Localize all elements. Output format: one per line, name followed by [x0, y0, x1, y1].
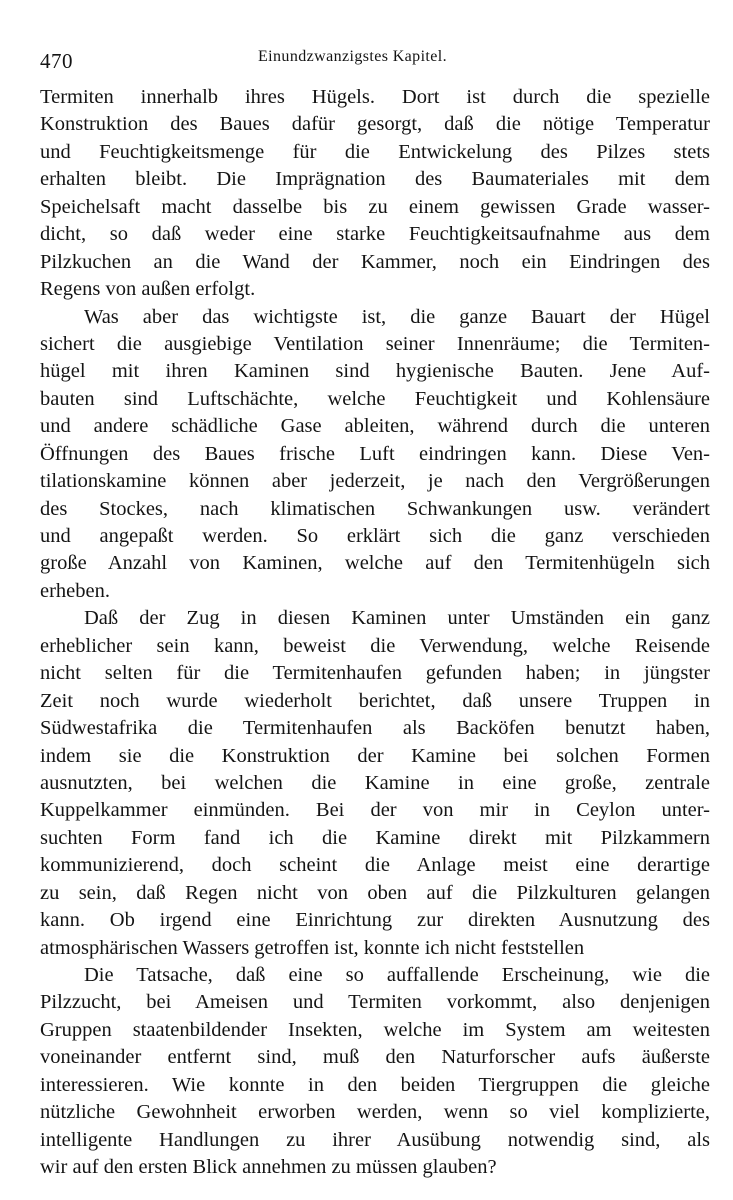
- text-line: atmosphärischen Wassers getroffen ist, konnte ich nicht feststellen: [40, 936, 585, 959]
- text-line: dicht, so daß weder eine starke Feuchtigkeitsaufnahme aus dem: [40, 223, 710, 246]
- text-line: kann. Ob irgend eine Einrichtung zur direkten Ausnutzung des: [40, 909, 710, 932]
- text-line: Was aber das wichtigste ist, die ganze Bauart der Hügel: [84, 305, 710, 328]
- text-line: Daß der Zug in diesen Kaminen unter Umständen ein ganz: [84, 607, 710, 630]
- text-line: und andere schädliche Gase ableiten, während durch die unteren: [40, 415, 710, 438]
- text-line: des Stockes, nach klimatischen Schwankungen usw. verändert: [40, 497, 710, 520]
- text-line: ausnutzten, bei welchen die Kamine in eine große, zentrale: [40, 771, 710, 794]
- text-line: wir auf den ersten Blick annehmen zu müssen glauben?: [40, 1156, 497, 1179]
- text-line: Öffnungen des Baues frische Luft eindringen kann. Diese Ven-: [40, 442, 710, 465]
- text-line: nicht selten für die Termitenhaufen gefunden haben; in jüngster: [40, 662, 710, 685]
- text-line: voneinander entfernt sind, muß den Naturforscher aufs äußerste: [40, 1046, 710, 1069]
- text-line: indem sie die Konstruktion der Kamine bei solchen Formen: [40, 744, 710, 767]
- text-line: erheben.: [40, 579, 110, 602]
- text-line: Speichelsaft macht dasselbe bis zu einem gewissen Grade wasser-: [40, 195, 710, 218]
- text-line: intelligente Handlungen zu ihrer Ausübung notwendig sind, als: [40, 1128, 710, 1151]
- text-line: Pilzkuchen an die Wand der Kammer, noch ein Eindringen des: [40, 250, 710, 273]
- text-line: kommunizierend, doch scheint die Anlage meist eine derartige: [40, 854, 710, 877]
- text-line: erheblicher sein kann, beweist die Verwendung, welche Reisende: [40, 634, 710, 657]
- text-line: Pilzzucht, bei Ameisen und Termiten vorkommt, also denjenigen: [40, 991, 710, 1014]
- text-line: große Anzahl von Kaminen, welche auf den Termitenhügeln sich: [40, 552, 710, 575]
- text-line: und angepaßt werden. So erklärt sich die ganz verschieden: [40, 525, 710, 547]
- text-line: zu sein, daß Regen nicht von oben auf die Pilzkulturen gelangen: [40, 881, 710, 904]
- text-line: Die Tatsache, daß eine so auffallende Erscheinung, wie die: [84, 964, 710, 986]
- text-line: Kuppelkammer einmünden. Bei der von mir in Ceylon unter-: [40, 799, 710, 822]
- text-line: suchten Form fand ich die Kamine direkt mit Pilzkammern: [40, 826, 710, 849]
- text-line: Südwestafrika die Termitenhaufen als Backöfen benutzt haben,: [40, 717, 710, 740]
- text-line: interessieren. Wie konnte in den beiden Tiergruppen die gleiche: [40, 1073, 710, 1096]
- text-line: hügel mit ihren Kaminen sind hygienische Bauten. Jene Auf-: [40, 360, 710, 383]
- text-line: tilationskamine können aber jederzeit, je nach den Vergrößerungen: [40, 470, 710, 493]
- text-line: nützliche Gewohnheit erworben werden, wenn so viel komplizierte,: [40, 1101, 710, 1124]
- page-number: 470: [40, 49, 73, 73]
- text-line: Zeit noch wurde wiederholt berichtet, daß unsere Truppen in: [40, 689, 710, 712]
- text-line: Konstruktion des Baues dafür gesorgt, daß die nötige Temperatur: [40, 113, 710, 136]
- text-line: erhalten bleibt. Die Imprägnation des Baumateriales mit dem: [40, 168, 710, 191]
- text-line: sichert die ausgiebige Ventilation seiner Innenräume; die Termiten-: [40, 332, 710, 355]
- text-line: und Feuchtigkeitsmenge für die Entwickelung des Pilzes stets: [40, 140, 710, 163]
- body-text: [40, 84, 710, 1182]
- running-head: Einundzwanzigstes Kapitel.: [258, 48, 448, 65]
- text-line: Termiten innerhalb ihres Hügels. Dort ist durch die spezielle: [40, 86, 710, 108]
- text-line: Gruppen staatenbildender Insekten, welche im System am weitesten: [40, 1018, 710, 1041]
- text-line: Regens von außen erfolgt.: [40, 278, 256, 301]
- text-line: bauten sind Luftschächte, welche Feuchtigkeit und Kohlensäure: [40, 387, 710, 410]
